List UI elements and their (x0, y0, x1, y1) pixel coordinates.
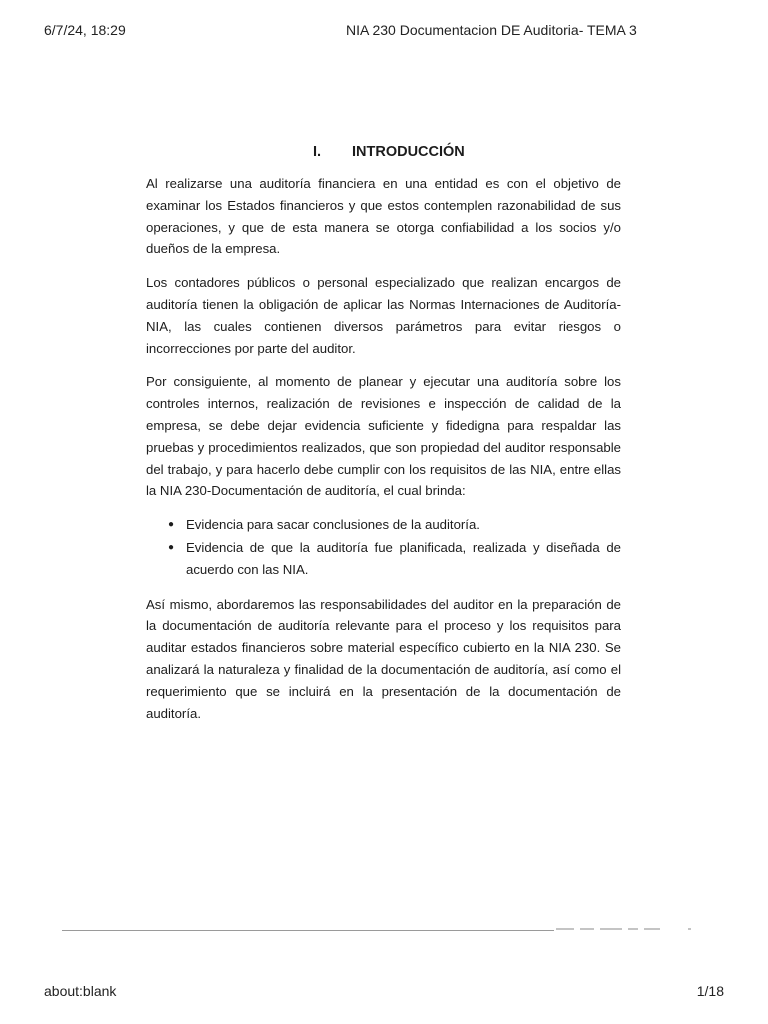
section-title: INTRODUCCIÓN (352, 144, 465, 160)
bullet-icon: ● (168, 519, 175, 531)
bullet-item (146, 537, 621, 581)
closing-paragraph: Así mismo, abordaremos las responsabilidades del auditor en la preparación de la documentación de auditoría relevante para el proceso y los requisitos para auditar estados financieros sobre material específico cubierto en la NIA 230. Se analizará la naturaleza y finalidad de la documentación de auditoría, así como el requerimiento que se incluirá en la presentación de la documentación de auditoría. (146, 596, 621, 721)
bullet-text: Evidencia de que la auditoría fue planificada, realizada y diseñada de acuerdo con las NIA. (186, 539, 621, 577)
paragraph: Al realizarse una auditoría financiera en una entidad es con el objetivo de examinar los Estados financieros y que estos contemplen razonabilidad de sus operaciones, y que de esta manera se otorga confiabilidad a los socios y/o dueños de la empresa. (146, 176, 621, 257)
print-url: about:blank (44, 983, 117, 999)
section-heading (146, 142, 621, 164)
print-document-title: NIA 230 Documentacion DE Auditoria- TEMA 3 (346, 22, 637, 38)
paragraph: Los contadores públicos o personal especializado que realizan encargos de auditoría tienen la obligación de aplicar las Normas Internaciones de Auditoría-NIA, las cuales contienen diversos parámetros para evitar riesgos o incorrecciones por parte del auditor. (146, 275, 621, 356)
print-header (44, 22, 724, 44)
document-body (146, 142, 621, 736)
print-datetime: 6/7/24, 18:29 (44, 22, 126, 38)
print-footer (44, 983, 724, 1005)
section-number: I. (313, 144, 322, 160)
page-number: 1/18 (696, 983, 724, 999)
bullet-list (146, 514, 621, 580)
paragraph: Por consiguiente, al momento de planear y ejecutar una auditoría sobre los controles internos, realización de revisiones e inspección de calidad de la empresa, se debe dejar evidencia suficiente y fidedigna para respaldar las pruebas y procedimientos realizados, que son propiedad del auditor responsable del trabajo, y para hacerlo debe cumplir con los requisitos de las NIA, entre ellas la NIA 230-Documentación de auditoría, el cual brinda: (146, 374, 621, 499)
bullet-icon: ● (168, 541, 175, 553)
footer-divider (62, 930, 554, 931)
bullet-text: Evidencia para sacar conclusiones de la auditoría. (186, 517, 480, 533)
footer-decoration (556, 928, 692, 932)
bullet-item (146, 514, 621, 536)
